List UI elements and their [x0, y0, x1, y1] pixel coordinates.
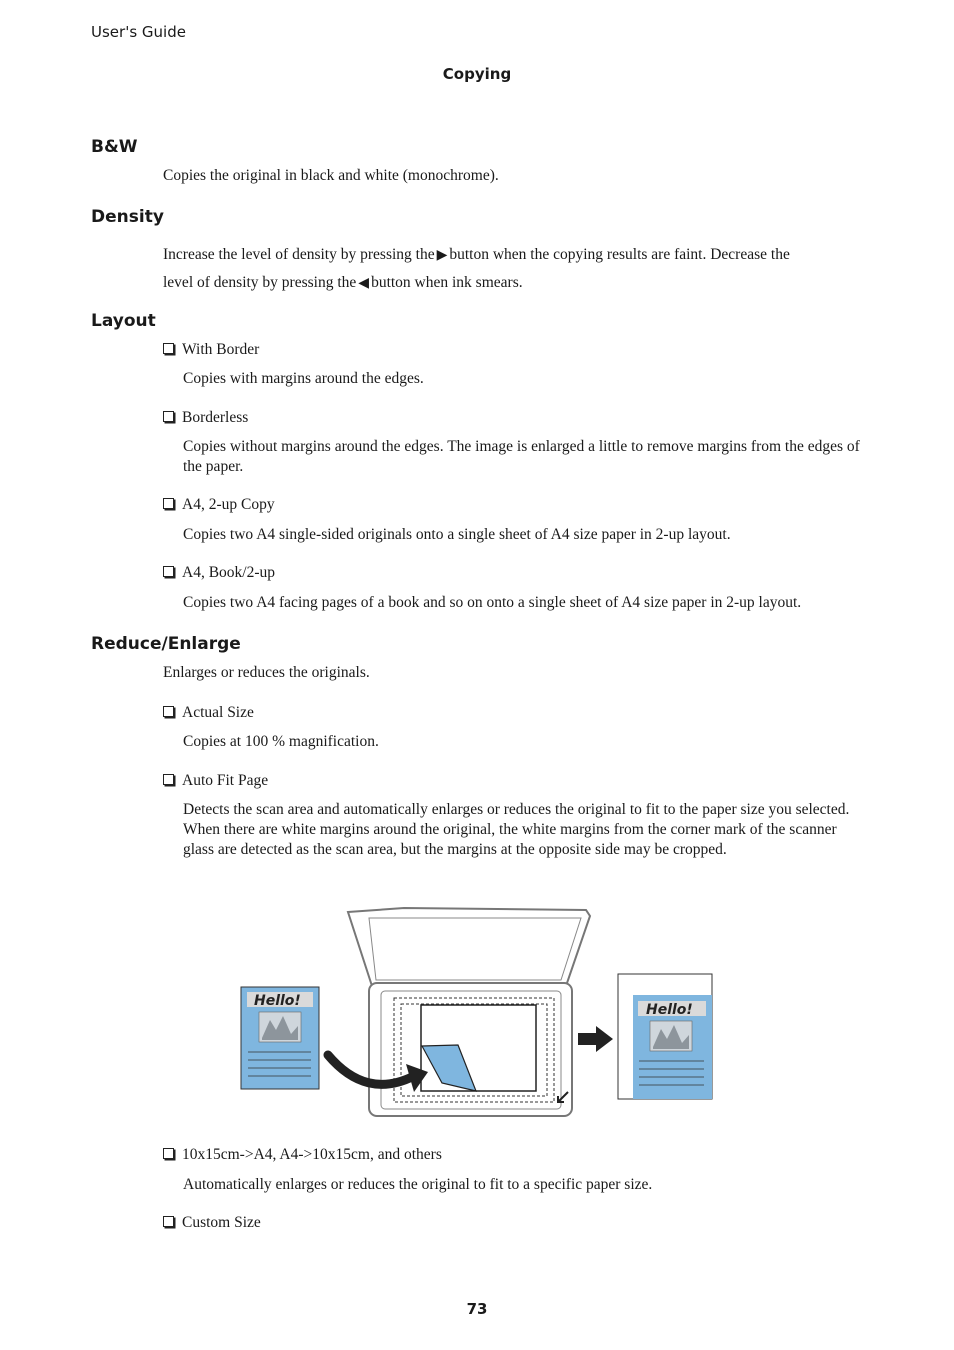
- original-caption: Hello!: [254, 993, 301, 1009]
- list-item-desc: Automatically enlarges or reduces the original to fit to a specific paper size.: [183, 1176, 653, 1193]
- right-arrow-icon: [578, 1026, 613, 1052]
- heading-layout: Layout: [91, 311, 156, 331]
- list-item-desc: Copies with margins around the edges.: [183, 370, 424, 387]
- list-item: With Border: [163, 340, 259, 360]
- list-item: 10x15cm->A4, A4->10x15cm, and others: [163, 1145, 442, 1165]
- list-item-desc: Copies at 100 % magnification.: [183, 733, 379, 750]
- heading-bw: B&W: [91, 137, 138, 157]
- list-item-desc: Copies two A4 facing pages of a book and so on onto a single sheet of A4 size paper in 2-up layout.: [183, 594, 802, 611]
- list-item: Borderless: [163, 408, 248, 428]
- scanner-illustration: [236, 900, 718, 1125]
- reduce-intro: Enlarges or reduces the originals.: [163, 664, 370, 681]
- bullet-box-icon: [163, 1148, 174, 1159]
- heading-reduce-enlarge: Reduce/Enlarge: [91, 634, 241, 654]
- list-item-desc: Copies two A4 single-sided originals onto a single sheet of A4 size paper in 2-up layout.: [183, 526, 731, 543]
- doc-title: User's Guide: [91, 23, 186, 41]
- right-arrow-icon: ▶: [436, 248, 448, 263]
- list-item-desc: Detects the scan area and automatically enlarges or reduces the original to fit to the paper size you selected. When there are white margins around the original, the white margins from the corner mark of the scanner glass are detected as the scan area, but the margins at the opposite side may be cropped.: [183, 801, 850, 858]
- heading-density: Density: [91, 207, 164, 227]
- copy-result: [618, 974, 712, 1099]
- list-item: Auto Fit Page: [163, 771, 268, 791]
- original-document: [241, 987, 319, 1089]
- list-item: Custom Size: [163, 1213, 261, 1233]
- list-item-desc: Copies without margins around the edges. The image is enlarged a little to remove margins from the edges of the paper.: [183, 438, 860, 475]
- bullet-box-icon: [163, 343, 174, 354]
- chapter-title: Copying: [442, 65, 512, 83]
- bullet-box-icon: [163, 1216, 174, 1227]
- page-number: 73: [466, 1300, 488, 1318]
- density-text: Increase the level of density by pressing the ▶ button when the copying results are faint. Decrease the level of density by pressing the ◀ button when ink smears.: [163, 241, 863, 297]
- bullet-box-icon: [163, 774, 174, 785]
- bw-text: Copies the original in black and white (monochrome).: [163, 167, 499, 184]
- bullet-box-icon: [163, 498, 174, 509]
- list-item: Actual Size: [163, 703, 254, 723]
- bullet-box-icon: [163, 706, 174, 717]
- bullet-box-icon: [163, 411, 174, 422]
- left-arrow-icon: ◀: [358, 276, 370, 291]
- list-item: A4, Book/2-up: [163, 563, 275, 583]
- copy-caption: Hello!: [646, 1002, 693, 1018]
- list-item: A4, 2-up Copy: [163, 495, 275, 515]
- bullet-box-icon: [163, 566, 174, 577]
